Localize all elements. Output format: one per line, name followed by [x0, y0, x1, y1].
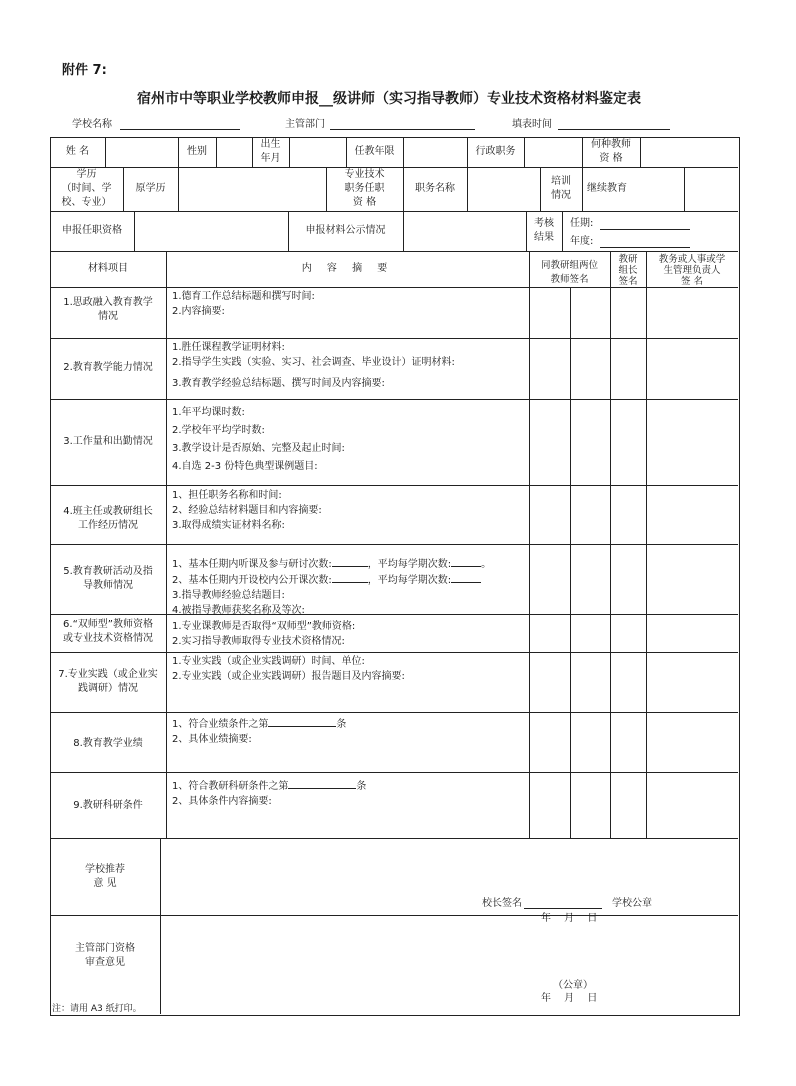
official-seal-label: （公章）: [553, 980, 593, 991]
section-content[interactable]: 1、符合教研科研条件之第 条 2、具体条件内容摘要:: [172, 778, 366, 809]
attachment-label: 附件 7:: [62, 63, 107, 78]
tenure-label: 任教年限: [354, 146, 395, 157]
section-label: 4.班主任或教研组长 工作经历情况: [63, 506, 153, 531]
dept-date: 年 月 日: [541, 993, 598, 1004]
section-label: 8.教育教学业绩: [73, 738, 143, 749]
training-label: 培训 情况: [551, 176, 571, 201]
section-content[interactable]: 1.专业实践（或企业实践调研）时间、单位: 2.专业实践（或企业实践调研）报告题目及内容摘要:: [172, 656, 405, 682]
footnote: 注：请用 A3 纸打印。: [52, 1004, 142, 1014]
assessment-label: 考核 结果: [534, 218, 554, 243]
school-seal-label: 学校公章: [612, 898, 652, 909]
section-label: 3.工作量和出勤情况: [63, 436, 153, 447]
continuing-education: 继续教育: [587, 183, 627, 194]
qualification-label: 专业技术 职务任职 资 格: [344, 169, 385, 208]
birth-label: 出生 年月: [260, 139, 281, 164]
post-name-label: 职务名称: [415, 183, 455, 194]
name-label: 姓 名: [65, 146, 90, 157]
section-label: 2.教育教学能力情况: [63, 362, 153, 373]
year-label: 年度:: [570, 236, 594, 247]
dept-field[interactable]: [330, 129, 475, 130]
school-recommendation-label: 学校推荐 意 见: [85, 864, 125, 889]
material-item-header: 材料项目: [88, 263, 128, 274]
section-label: 1.思政融入教育教学 情况: [63, 297, 153, 322]
principal-signature-label: 校长签名: [482, 898, 522, 909]
section-content[interactable]: 1.胜任课程教学证明材料: 2.指导学生实践（实验、实习、社会调查、毕业设计）证明材料: 3.教育教学经验总结标题、撰写时间及内容摘要:: [172, 342, 455, 389]
principal-signature-field[interactable]: [524, 908, 602, 909]
apply-qualification-label: 申报任职资格: [62, 225, 122, 236]
section-content[interactable]: 1.德育工作总结标题和撰写时间: 2.内容摘要:: [172, 291, 315, 317]
education-label: 学历 （时间、学 校、专业）: [61, 169, 112, 208]
original-education-label: 原学历: [135, 183, 166, 194]
year-field[interactable]: [600, 247, 690, 248]
name-field[interactable]: [106, 138, 177, 166]
section-label: 5.教育教研活动及指 导教师情况: [63, 566, 153, 591]
term-label: 任期:: [570, 218, 594, 229]
affairs-signature-header: 教务或人事或学 生管理负责人 签 名: [658, 254, 726, 287]
page-title: 宿州市中等职业学校教师申报__级讲师（实习指导教师）专业技术资格材料鉴定表: [137, 91, 641, 107]
section-content[interactable]: 1.年平均课时数: 2.学校年平均学时数: 3.教学设计是否原始、完整及起止时间: 4.自选 2-3 份特色典型课例题目:: [172, 407, 345, 472]
content-summary-header: 内 容 摘 要: [301, 263, 394, 274]
section-content[interactable]: 1、担任职务名称和时间: 2、经验总结材料题目和内容摘要: 3.取得成绩实证材料名称:: [172, 490, 322, 531]
school-name-label: 学校名称: [72, 119, 112, 130]
section-label: 7.专业实践（或企业实 践调研）情况: [58, 669, 158, 694]
publicity-label: 申报材料公示情况: [305, 225, 386, 236]
section-content[interactable]: 1、符合业绩条件之第 条 2、具体业绩摘要:: [172, 716, 346, 747]
admin-post-label: 行政职务: [475, 146, 516, 157]
school-date: 年 月 日: [541, 913, 598, 924]
section-content[interactable]: 1、基本任期内听课及参与研讨次数: ，平均每学期次数: 。 2、基本任期内开设校内公开课次数: ，平均每学期次数: 3.指导教师经验总结题目: 4.被指导教师获奖名称及等次:: [172, 556, 491, 618]
section-label: 9.教研科研条件: [73, 800, 143, 811]
term-field[interactable]: [600, 229, 690, 230]
dept-review-label: 主管部门资格 审查意见: [75, 943, 135, 968]
teacher-type-label: 何种教师 资 格: [591, 139, 631, 164]
section-label: 6.“双师型”教师资格 或专业技术资格情况: [63, 619, 153, 644]
dept-label: 主管部门: [285, 119, 325, 130]
peer-signature-header: 同教研组两位 教师签名: [540, 260, 598, 285]
leader-signature-header: 教研 组长 签名: [618, 254, 638, 287]
gender-label: 性别: [187, 146, 207, 157]
date-label: 填表时间: [512, 119, 552, 130]
section-content[interactable]: 1.专业课教师是否取得“双师型”教师资格: 2.实习指导教师取得专业技术资格情况:: [172, 621, 356, 647]
school-name-field[interactable]: [120, 129, 240, 130]
date-field[interactable]: [558, 129, 670, 130]
